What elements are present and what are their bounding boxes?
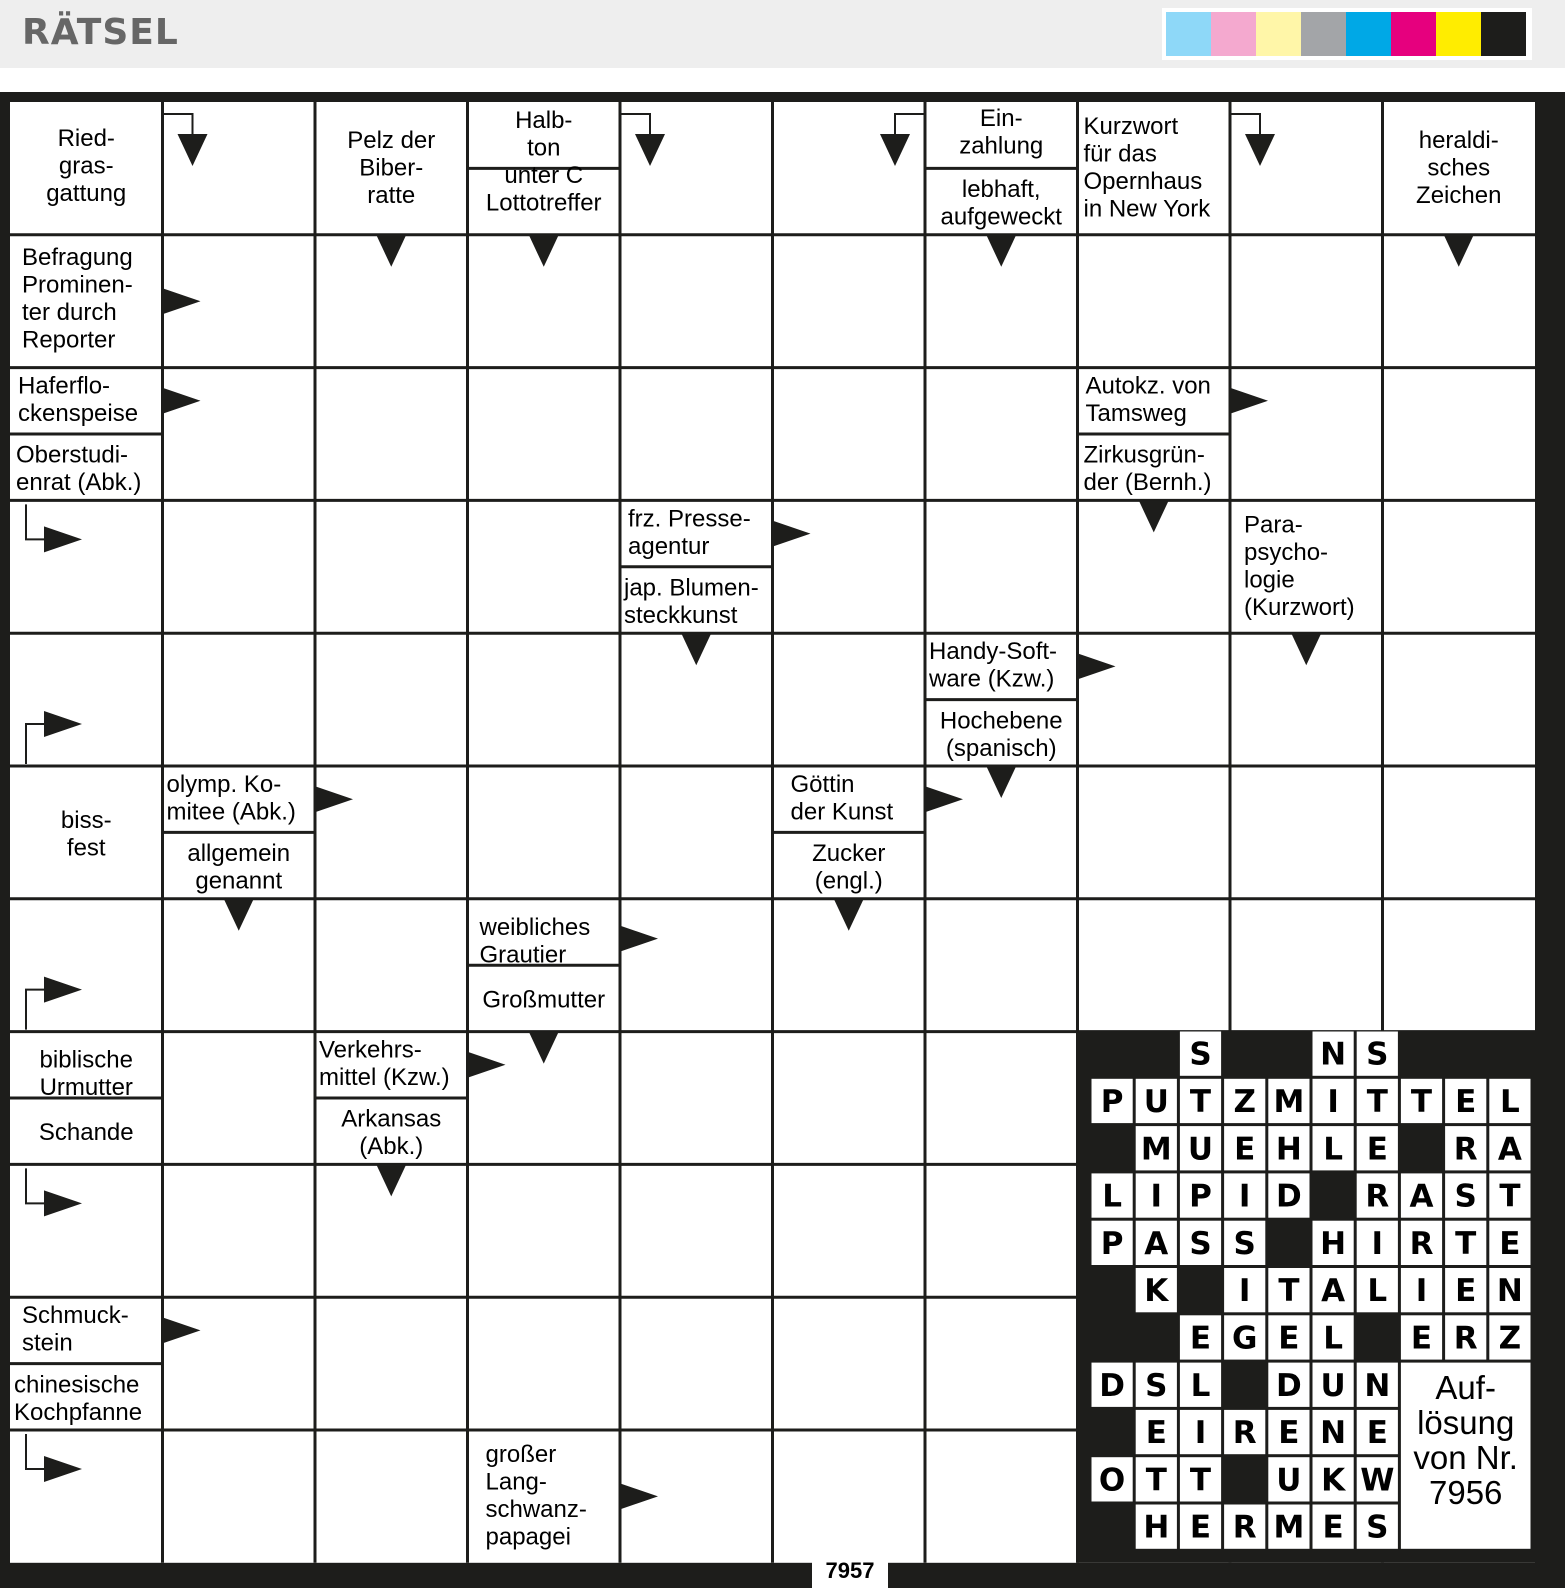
solution-cell	[1224, 1079, 1265, 1123]
solution-cell	[1268, 1173, 1309, 1217]
solution-letter: E	[1145, 1415, 1167, 1452]
solution-cell	[1180, 1457, 1221, 1501]
solution-cell	[1092, 1221, 1133, 1265]
solution-cell	[1180, 1505, 1221, 1549]
solution-cell	[1092, 1079, 1133, 1123]
clue-20	[167, 771, 296, 826]
clue-text: Göttin der Kunst	[790, 771, 894, 826]
solution-letter: H	[1143, 1509, 1170, 1546]
clue-26	[40, 1047, 133, 1102]
puzzle-number: 7957	[825, 1558, 875, 1583]
solution-letter: T	[1189, 1462, 1212, 1499]
solution-cell	[1224, 1268, 1265, 1312]
solution-cell	[1357, 1363, 1398, 1407]
solution-cell	[1180, 1363, 1221, 1407]
solution-letter: I	[1371, 1225, 1384, 1262]
solution-cell	[1268, 1126, 1309, 1170]
solution-letter: I	[1327, 1083, 1339, 1120]
color-swatch-1	[1166, 12, 1211, 56]
clue-text: Verkehrs-mittel (Kzw.)	[319, 1036, 450, 1092]
solution-cell	[1313, 1032, 1354, 1076]
solution-letter: T	[1410, 1083, 1433, 1120]
solution-letter: E	[1322, 1509, 1344, 1546]
solution-letter: R	[1409, 1225, 1434, 1262]
solution-cell	[1136, 1268, 1177, 1312]
clue-27	[39, 1119, 134, 1146]
color-swatch-3	[1256, 12, 1301, 56]
solution-letter: S	[1366, 1036, 1389, 1073]
clue-text: Kurzwort für das Opernhaus in New York	[1083, 113, 1211, 223]
clue-text: olymp. Ko-mitee (Abk.)	[166, 771, 296, 826]
solution-cell	[1224, 1505, 1265, 1549]
solution-letter: L	[1102, 1178, 1122, 1215]
color-swatch-5	[1346, 12, 1391, 56]
clue-text: großer Lang-schwanz-papagei	[485, 1441, 587, 1551]
clue-text: Zucker (engl.)	[812, 840, 886, 895]
solution-cell	[1180, 1315, 1221, 1359]
solution-letter: I	[1150, 1178, 1163, 1215]
solution-letter: N	[1320, 1415, 1347, 1452]
solution-cell	[1357, 1126, 1398, 1170]
solution-cell	[1489, 1268, 1530, 1312]
clue-23	[812, 840, 885, 895]
color-swatch-7	[1436, 12, 1481, 56]
solution-cell	[1313, 1221, 1354, 1265]
clue-text: chinesische Kochpfanne	[14, 1371, 143, 1426]
solution-cell	[1268, 1315, 1309, 1359]
solution-cell	[1313, 1505, 1354, 1549]
clue-text: Autokz. von Tamsweg	[1085, 372, 1211, 428]
solution-cell	[1489, 1315, 1530, 1359]
clue-31	[14, 1371, 142, 1426]
solution-cell	[1224, 1173, 1265, 1217]
solution-letter: D	[1276, 1367, 1302, 1404]
solution-cell	[1224, 1315, 1265, 1359]
clue-19	[61, 807, 112, 862]
solution-cell	[1489, 1079, 1530, 1123]
clue-17	[928, 638, 1057, 693]
solution-letter: Z	[1233, 1083, 1256, 1120]
clue-text: Schmuck-stein	[22, 1302, 129, 1357]
print-color-bar	[1162, 8, 1532, 60]
solution-letter: R	[1232, 1415, 1257, 1452]
clue-text: Ried-gras-gattung	[46, 125, 127, 207]
solution-letter: Z	[1498, 1320, 1522, 1357]
solution-letter: U	[1276, 1462, 1302, 1499]
solution-grid	[1077, 1031, 1536, 1563]
color-swatch-8	[1481, 12, 1526, 56]
solution-letter: S	[1366, 1509, 1389, 1546]
solution-cell	[1180, 1221, 1221, 1265]
solution-cell	[1357, 1410, 1398, 1454]
solution-letter: E	[1189, 1509, 1212, 1546]
solution-letter: I	[1415, 1273, 1428, 1310]
solution-cell	[1313, 1268, 1354, 1312]
solution-letter: T	[1499, 1178, 1521, 1215]
clue-text: Befragung Prominen-ter durch Reporter	[22, 243, 133, 354]
caption-text: Auf-lösung von Nr. 7956	[1413, 1369, 1518, 1512]
solution-cell	[1136, 1079, 1177, 1123]
solution-letter: W	[1360, 1462, 1395, 1499]
clue-text: Hochebene (spanisch)	[939, 707, 1063, 762]
solution-letter: T	[1145, 1462, 1167, 1499]
solution-cell	[1401, 1079, 1442, 1123]
solution-cell	[1268, 1505, 1309, 1549]
solution-cell	[1268, 1363, 1309, 1407]
solution-cell	[1357, 1079, 1398, 1123]
solution-cell	[1313, 1126, 1354, 1170]
solution-caption	[1401, 1363, 1531, 1549]
solution-cell	[1136, 1363, 1177, 1407]
solution-letter: U	[1320, 1367, 1346, 1404]
solution-cell	[1268, 1457, 1309, 1501]
solution-cell	[1136, 1410, 1177, 1454]
solution-letter: N	[1496, 1273, 1523, 1310]
solution-letter: S	[1145, 1367, 1168, 1404]
clue-text: weibliches Grautier	[479, 913, 591, 969]
solution-cell	[1445, 1173, 1486, 1217]
solution-letter: I	[1238, 1178, 1251, 1215]
solution-letter: S	[1233, 1225, 1256, 1262]
solution-cell	[1136, 1126, 1177, 1170]
solution-letter: H	[1275, 1131, 1302, 1168]
solution-cell	[1357, 1268, 1398, 1312]
solution-cell	[1268, 1079, 1309, 1123]
solution-cell	[1445, 1221, 1486, 1265]
solution-cell	[1313, 1457, 1354, 1501]
solution-letter: N	[1320, 1036, 1347, 1073]
puzzle-number-tab	[812, 1552, 888, 1588]
clue-25	[482, 986, 605, 1013]
solution-cell	[1445, 1268, 1486, 1312]
solution-letter: T	[1366, 1083, 1388, 1120]
solution-cell	[1313, 1363, 1354, 1407]
solution-letter: E	[1499, 1225, 1521, 1262]
color-swatch-2	[1211, 12, 1256, 56]
solution-letter: P	[1189, 1178, 1212, 1215]
solution-cell	[1357, 1173, 1398, 1217]
solution-cell	[1136, 1173, 1177, 1217]
solution-letter: T	[1189, 1083, 1212, 1120]
clue-4	[486, 190, 602, 217]
solution-letter: E	[1278, 1320, 1300, 1357]
solution-letter: I	[1238, 1273, 1251, 1310]
solution-letter: N	[1364, 1367, 1391, 1404]
section-title: RÄTSEL	[22, 12, 179, 53]
solution-letter: L	[1323, 1320, 1343, 1357]
solution-letter: R	[1232, 1509, 1257, 1546]
solution-cell	[1489, 1221, 1530, 1265]
solution-letter: S	[1189, 1225, 1212, 1262]
solution-letter: M	[1273, 1509, 1305, 1546]
solution-cell	[1224, 1410, 1265, 1454]
solution-cell	[1445, 1126, 1486, 1170]
solution-letter: R	[1453, 1131, 1478, 1168]
solution-cell	[1180, 1032, 1221, 1076]
clue-text: Schande	[38, 1119, 134, 1147]
solution-letter: T	[1278, 1273, 1300, 1310]
solution-cell	[1357, 1221, 1398, 1265]
clue-18	[940, 707, 1063, 762]
clue-text: Oberstudi-enrat (Abk.)	[16, 441, 142, 497]
clue-text: biblische Urmutter	[39, 1046, 133, 1102]
color-swatch-4	[1301, 12, 1346, 56]
solution-letter: E	[1366, 1415, 1388, 1452]
solution-cell	[1401, 1173, 1442, 1217]
solution-letter: R	[1365, 1178, 1390, 1215]
solution-letter: E	[1455, 1083, 1477, 1120]
clue-text: biss-fest	[60, 807, 112, 862]
solution-cell	[1180, 1126, 1221, 1170]
solution-letter: K	[1321, 1462, 1346, 1499]
solution-cell	[1313, 1079, 1354, 1123]
solution-letter: U	[1143, 1083, 1169, 1120]
solution-letter: T	[1455, 1225, 1477, 1262]
solution-letter: E	[1366, 1131, 1388, 1168]
clue-text: Handy-Soft-ware (Kzw.)	[929, 638, 1058, 693]
clue-text: lebhaft, aufgeweckt	[940, 176, 1062, 231]
solution-letter: D	[1276, 1178, 1302, 1215]
clue-21	[187, 840, 290, 895]
solution-cell	[1313, 1315, 1354, 1359]
solution-letter: A	[1409, 1178, 1434, 1215]
solution-letter: P	[1100, 1083, 1124, 1120]
clue-text: Para-psycho-logie (Kurzwort)	[1244, 511, 1355, 621]
solution-cell	[1401, 1315, 1442, 1359]
solution-cell	[1136, 1457, 1177, 1501]
solution-cell	[1136, 1221, 1177, 1265]
solution-cell	[1313, 1410, 1354, 1454]
solution-letter: O	[1098, 1462, 1126, 1499]
solution-cell	[1136, 1505, 1177, 1549]
clue-text: Pelz der Biber-ratte	[347, 127, 436, 209]
solution-letter: L	[1367, 1273, 1388, 1310]
clue-8	[1416, 127, 1501, 209]
solution-letter: E	[1278, 1415, 1300, 1452]
solution-cell	[1268, 1268, 1309, 1312]
solution-cell	[1489, 1173, 1530, 1217]
solution-letter: K	[1144, 1273, 1169, 1310]
solution-letter: S	[1189, 1036, 1212, 1073]
solution-cell	[1401, 1268, 1442, 1312]
solution-cell	[1357, 1505, 1398, 1549]
clue-text: Großmutter	[482, 986, 606, 1014]
clue-text: jap. Blumen-steckkunst	[624, 574, 759, 629]
solution-cell	[1357, 1457, 1398, 1501]
solution-cell	[1092, 1173, 1133, 1217]
clue-text: Halb-ton unter C	[504, 107, 584, 189]
solution-letter: E	[1410, 1320, 1433, 1357]
solution-letter: M	[1140, 1131, 1172, 1168]
solution-cell	[1224, 1221, 1265, 1265]
page-header	[0, 0, 1565, 68]
solution-cell	[1092, 1457, 1133, 1501]
solution-letter: A	[1321, 1273, 1346, 1310]
solution-cell	[1489, 1126, 1530, 1170]
solution-cell	[1445, 1315, 1486, 1359]
solution-letter: S	[1454, 1178, 1477, 1215]
solution-letter: R	[1453, 1320, 1478, 1357]
solution-cell	[1268, 1410, 1309, 1454]
solution-cell	[1180, 1410, 1221, 1454]
solution-letter: E	[1189, 1320, 1212, 1357]
solution-letter: A	[1144, 1225, 1169, 1262]
solution-cell	[1224, 1126, 1265, 1170]
solution-letter: P	[1100, 1225, 1124, 1262]
solution-cell	[1445, 1079, 1486, 1123]
solution-letter: L	[1500, 1083, 1520, 1120]
solution-letter: E	[1234, 1131, 1256, 1168]
solution-letter: I	[1194, 1415, 1207, 1452]
clue-11	[16, 442, 141, 497]
clue-text: Zirkusgrün-der (Bernh.)	[1083, 441, 1212, 497]
solution-letter: G	[1231, 1320, 1258, 1357]
color-swatch-6	[1391, 12, 1436, 56]
solution-cell	[1180, 1173, 1221, 1217]
solution-letter: L	[1323, 1131, 1343, 1168]
clue-text: allgemein genannt	[187, 840, 291, 895]
clue-text: Haferflo-ckenspeise	[18, 372, 139, 428]
crossword-puzzle	[0, 92, 1565, 1588]
clue-text: Ein-zahlung	[959, 105, 1044, 160]
solution-letter: M	[1273, 1083, 1305, 1120]
solution-cell	[1357, 1032, 1398, 1076]
clue-text: Lottotreffer	[485, 189, 602, 217]
clue-13	[1084, 442, 1212, 497]
solution-letter: D	[1099, 1367, 1125, 1404]
solution-cell	[1180, 1079, 1221, 1123]
solution-letter: E	[1455, 1273, 1477, 1310]
solution-letter: U	[1187, 1131, 1214, 1168]
solution-cell	[1401, 1221, 1442, 1265]
clue-text: frz. Presse-agentur	[628, 505, 751, 560]
clue-text: Arkansas (Abk.)	[341, 1105, 442, 1161]
solution-cell	[1092, 1363, 1133, 1407]
solution-letter: H	[1320, 1225, 1347, 1262]
solution-letter: A	[1497, 1131, 1522, 1168]
solution-letter: L	[1190, 1367, 1211, 1404]
clue-text: heraldi-sches Zeichen	[1416, 127, 1502, 209]
